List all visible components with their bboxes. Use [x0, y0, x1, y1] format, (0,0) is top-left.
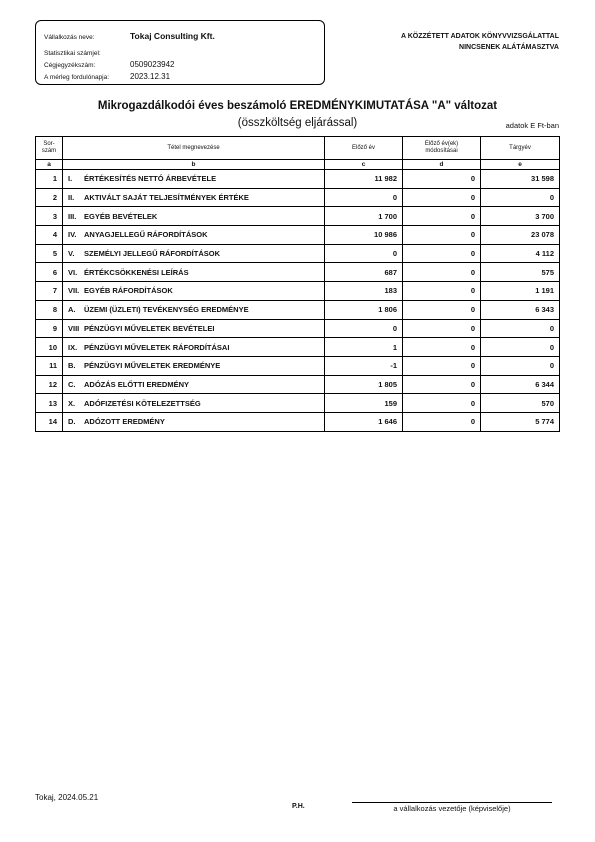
row-item-name [63, 319, 325, 338]
row-current-year: 575 [481, 263, 560, 282]
row-item-name [63, 338, 325, 357]
row-item-code: A. [68, 305, 76, 315]
row-modification: 0 [403, 300, 481, 319]
row-item-label: ÜZEMI (ÜZLETI) TEVÉKENYSÉG EREDMÉNYE [84, 305, 249, 315]
row-item-name [63, 412, 325, 431]
company-name-label: Vállalkozás neve: [44, 34, 95, 41]
row-number: 11 [36, 356, 63, 375]
column-letter: c [325, 160, 403, 170]
row-item-label: ADÓFIZETÉSI KÖTELEZETTSÉG [84, 398, 201, 408]
row-item-name [63, 244, 325, 263]
row-modification: 0 [403, 319, 481, 338]
row-modification: 0 [403, 207, 481, 226]
table-row [36, 356, 560, 375]
row-item-name [63, 375, 325, 394]
header-row-number: Sor- szám [36, 137, 63, 160]
row-item-label: ADÓZOTT EREDMÉNY [84, 417, 165, 427]
row-number: 14 [36, 412, 63, 431]
row-item-label: ANYAGJELLEGŰ RÁFORDÍTÁSOK [84, 230, 208, 240]
table-row [36, 300, 560, 319]
row-current-year: 1 191 [481, 282, 560, 301]
table-row [36, 207, 560, 226]
registration-row [44, 60, 175, 69]
audit-notice-line1: A KÖZZÉTETT ADATOK KÖNYVVIZSGÁLATTAL [400, 33, 559, 40]
row-previous-year: 183 [325, 282, 403, 301]
column-letter: d [403, 160, 481, 170]
row-previous-year: 1 806 [325, 300, 403, 319]
column-letter: e [481, 160, 560, 170]
row-item-code: IX. [68, 342, 78, 352]
row-item-label: PÉNZÜGYI MŰVELETEK BEVÉTELEI [84, 323, 215, 333]
row-modification: 0 [403, 188, 481, 207]
row-item-name [63, 394, 325, 413]
row-item-code: IV. [68, 230, 77, 240]
header-modifications: Előző év(ek) módosításai [403, 137, 481, 160]
row-previous-year: 1 646 [325, 412, 403, 431]
row-item-name [63, 356, 325, 375]
table-row [36, 244, 560, 263]
row-previous-year: -1 [325, 356, 403, 375]
header-item-name: Tétel megnevezése [63, 137, 325, 160]
row-item-name [63, 188, 325, 207]
audit-notice [339, 31, 559, 53]
row-current-year: 0 [481, 356, 560, 375]
row-item-name [63, 300, 325, 319]
row-current-year: 5 774 [481, 412, 560, 431]
row-item-label: PÉNZÜGYI MŰVELETEK EREDMÉNYE [84, 361, 221, 371]
row-current-year: 570 [481, 394, 560, 413]
row-current-year: 6 343 [481, 300, 560, 319]
row-item-code: B. [68, 361, 76, 371]
row-item-code: II. [68, 193, 75, 203]
table-row [36, 282, 560, 301]
balance-date-label: A mérleg fordulónapja: [44, 74, 110, 81]
row-previous-year: 0 [325, 188, 403, 207]
company-info-box [35, 20, 325, 85]
row-number: 9 [36, 319, 63, 338]
column-letter: b [63, 160, 325, 170]
row-item-label: EGYÉB BEVÉTELEK [84, 211, 158, 221]
row-number: 6 [36, 263, 63, 282]
company-name-value: Tokaj Consulting Kft. [130, 31, 215, 41]
table-row [36, 226, 560, 245]
row-current-year: 0 [481, 338, 560, 357]
row-current-year: 6 344 [481, 375, 560, 394]
row-current-year: 23 078 [481, 226, 560, 245]
row-item-code: VIII [68, 323, 80, 333]
row-item-code: VI. [68, 267, 78, 277]
row-modification: 0 [403, 375, 481, 394]
registration-label: Cégjegyzékszám: [44, 62, 96, 69]
row-previous-year: 687 [325, 263, 403, 282]
table-row [36, 263, 560, 282]
row-previous-year: 0 [325, 319, 403, 338]
row-item-name [63, 263, 325, 282]
row-modification: 0 [403, 356, 481, 375]
company-name-row [44, 31, 215, 41]
row-modification: 0 [403, 263, 481, 282]
stamp-place-label: P.H. [292, 803, 305, 810]
row-item-code: D. [68, 417, 76, 427]
row-previous-year: 11 982 [325, 170, 403, 189]
row-item-label: AKTIVÁLT SAJÁT TELJESÍTMÉNYEK ÉRTÉKE [84, 193, 249, 203]
row-item-label: PÉNZÜGYI MŰVELETEK RÁFORDÍTÁSAI [84, 342, 230, 352]
row-item-code: C. [68, 379, 76, 389]
header-previous-year: Előző év [325, 137, 403, 160]
row-number: 4 [36, 226, 63, 245]
row-item-name [63, 282, 325, 301]
row-current-year: 0 [481, 188, 560, 207]
row-item-label: EGYÉB RÁFORDÍTÁSOK [84, 286, 173, 296]
row-item-label: ÉRTÉKCSÖKKENÉSI LEÍRÁS [84, 267, 189, 277]
row-number: 2 [36, 188, 63, 207]
report-title: Mikrogazdálkodói éves beszámoló EREDMÉNYKIMUTATÁSA "A" változat [97, 100, 498, 112]
row-item-code: V. [68, 249, 75, 259]
registration-value: 0509023942 [130, 60, 175, 69]
signature-line [352, 802, 552, 803]
column-letter-row [36, 160, 560, 170]
row-item-label: ÉRTÉKESÍTÉS NETTÓ ÁRBEVÉTELE [84, 174, 217, 184]
row-previous-year: 1 805 [325, 375, 403, 394]
table-row [36, 188, 560, 207]
row-item-code: III. [68, 211, 77, 221]
table-row [36, 412, 560, 431]
stat-number-row [44, 48, 130, 57]
row-number: 1 [36, 170, 63, 189]
row-number: 3 [36, 207, 63, 226]
row-item-code: VII. [68, 286, 80, 296]
row-previous-year: 159 [325, 394, 403, 413]
row-number: 8 [36, 300, 63, 319]
balance-date-value: 2023.12.31 [130, 72, 171, 81]
row-number: 13 [36, 394, 63, 413]
row-current-year: 31 598 [481, 170, 560, 189]
row-modification: 0 [403, 412, 481, 431]
row-item-label: ADÓZÁS ELŐTTI EREDMÉNY [84, 379, 190, 389]
row-modification: 0 [403, 170, 481, 189]
row-number: 10 [36, 338, 63, 357]
row-modification: 0 [403, 282, 481, 301]
row-modification: 0 [403, 338, 481, 357]
row-item-label: SZEMÉLYI JELLEGŰ RÁFORDÍTÁSOK [84, 249, 220, 259]
column-letter: a [36, 160, 63, 170]
header-current-year: Tárgyév [481, 137, 560, 160]
row-item-code: I. [68, 174, 73, 184]
income-statement-table [35, 136, 560, 432]
row-previous-year: 10 986 [325, 226, 403, 245]
signature-label: a vállalkozás vezetője (képviselője) [393, 804, 511, 813]
place-date: Tokaj, 2024.05.21 [35, 793, 99, 802]
row-current-year: 3 700 [481, 207, 560, 226]
row-modification: 0 [403, 226, 481, 245]
table-row [36, 375, 560, 394]
unit-note: adatok E Ft-ban [505, 121, 559, 130]
table-row [36, 319, 560, 338]
table-row [36, 170, 560, 189]
table-row [36, 394, 560, 413]
row-item-name [63, 226, 325, 245]
row-modification: 0 [403, 244, 481, 263]
row-item-name [63, 170, 325, 189]
row-item-name [63, 207, 325, 226]
row-number: 7 [36, 282, 63, 301]
row-previous-year: 1 700 [325, 207, 403, 226]
row-modification: 0 [403, 394, 481, 413]
audit-notice-line2: NINCSENEK ALÁTÁMASZTVA [459, 44, 559, 51]
row-item-code: X. [68, 398, 76, 408]
row-previous-year: 1 [325, 338, 403, 357]
report-subtitle: (összköltség eljárással) [237, 117, 358, 129]
balance-date-row [44, 72, 170, 81]
table-row [36, 338, 560, 357]
row-number: 12 [36, 375, 63, 394]
table-header-row [36, 137, 560, 160]
row-previous-year: 0 [325, 244, 403, 263]
row-current-year: 4 112 [481, 244, 560, 263]
row-current-year: 0 [481, 319, 560, 338]
row-number: 5 [36, 244, 63, 263]
stat-number-label: Statisztikai számjel: [44, 50, 101, 57]
